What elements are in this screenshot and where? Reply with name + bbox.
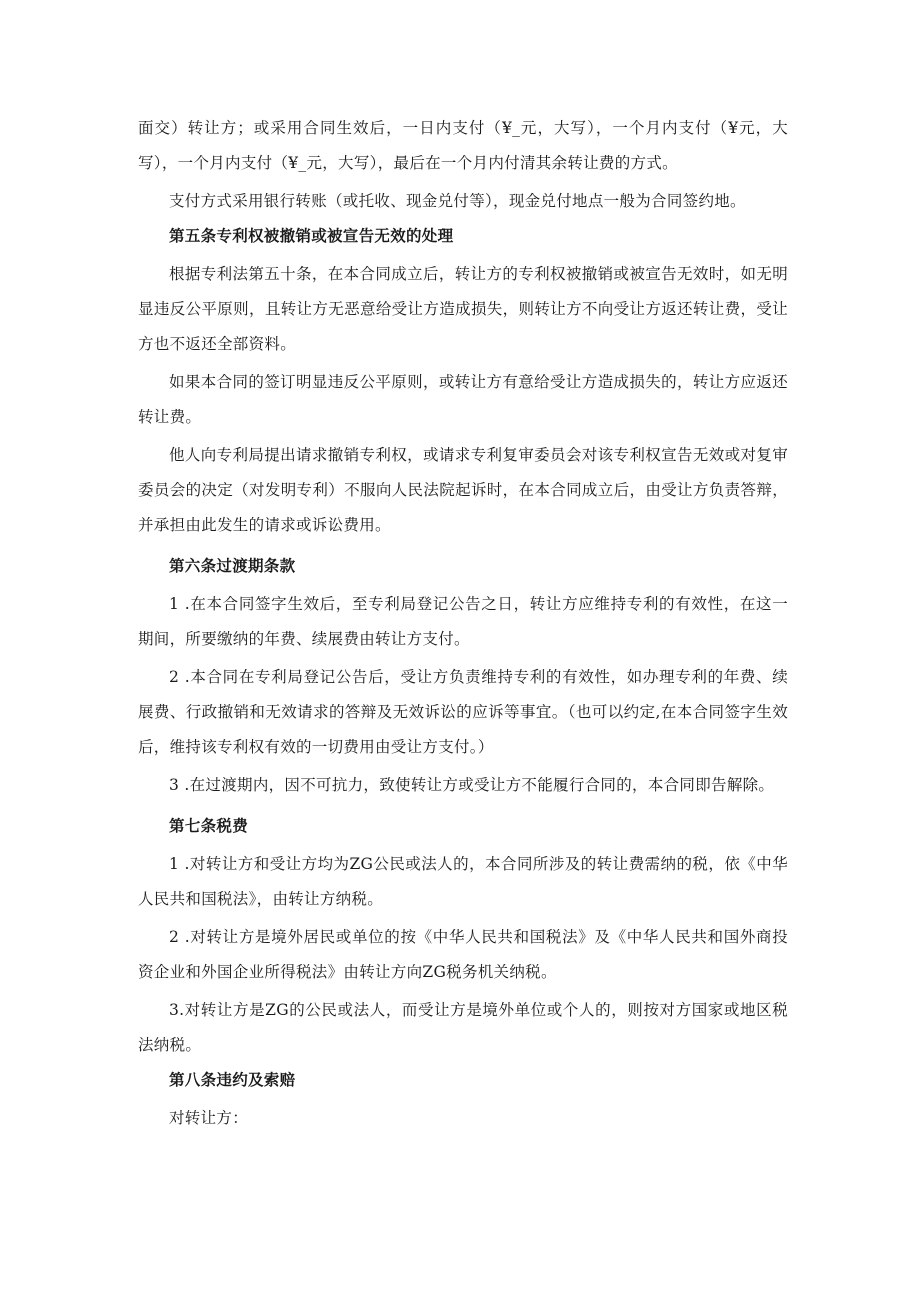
- paragraph-article-8-1: 对转让方：: [169, 1109, 249, 1127]
- paragraph-article-7-2: 2 .对转让方是境外居民或单位的按《中华人民共和国税法》及《中华人民共和国外商投资企业和外国企业所得税法》由转让方向ZG税务机关纳税。: [138, 928, 788, 981]
- heading-article-5: 第五条专利权被撤销或被宣告无效的处理: [169, 227, 454, 245]
- paragraph-article-6-2: 2 .本合同在专利局登记公告后，受让方负责维持专利的有效性，如办理专利的年费、续展费、行政撤销和无效请求的答辩及无效诉讼的应诉等事宜。（也可以约定,在本合同签字生效后，维持该专利权有效的一切费用由受让方支付。）: [138, 668, 788, 756]
- paragraph-article-7-3: 3.对转让方是ZG的公民或法人，而受让方是境外单位或个人的，则按对方国家或地区税法纳税。: [138, 1001, 788, 1054]
- paragraph-article-5-3: 他人向专利局提出请求撤销专利权，或请求专利复审委员会对该专利权宣告无效或对复审委员会的决定（对发明专利）不服向人民法院起诉时，在本合同成立后，由受让方负责答辩，并承担由此发生的请求或诉讼费用。: [138, 446, 788, 534]
- paragraph-article-5-2: 如果本合同的签订明显违反公平原则，或转让方有意给受让方造成损失的，转让方应返还转让费。: [138, 373, 788, 426]
- heading-article-8: 第八条违约及索赔: [169, 1071, 296, 1089]
- paragraph-payment-method: 支付方式采用银行转账（或托收、现金兑付等），现金兑付地点一般为合同签约地。: [169, 192, 746, 210]
- heading-article-7: 第七条税费: [169, 817, 249, 835]
- paragraph-article-6-3: 3 .在过渡期内，因不可抗力，致使转让方或受让方不能履行合同的，本合同即告解除。: [169, 776, 775, 794]
- heading-article-6: 第六条过渡期条款: [169, 557, 296, 575]
- paragraph-article-6-1: 1 .在本合同签字生效后，至专利局登记公告之日，转让方应维持专利的有效性，在这一期间，所要缴纳的年费、续展费由转让方支付。: [138, 595, 788, 648]
- paragraph-article-5-1: 根据专利法第五十条，在本合同成立后，转让方的专利权被撤销或被宣告无效时，如无明显违反公平原则，且转让方无恶意给受让方造成损失，则转让方不向受让方返还转让费，受让方也不返还全部资料。: [138, 265, 788, 353]
- paragraph-article-7-1: 1 .对转让方和受让方均为ZG公民或法人的，本合同所涉及的转让费需纳的税，依《中华人民共和国税法》，由转让方纳税。: [138, 855, 788, 908]
- paragraph-payment-schedule: 面交）转让方；或采用合同生效后，一日内支付（¥_元，大写），一个月内支付（¥元，大写），一个月内支付（¥_元，大写），最后在一个月内付清其余转让费的方式。: [138, 119, 788, 172]
